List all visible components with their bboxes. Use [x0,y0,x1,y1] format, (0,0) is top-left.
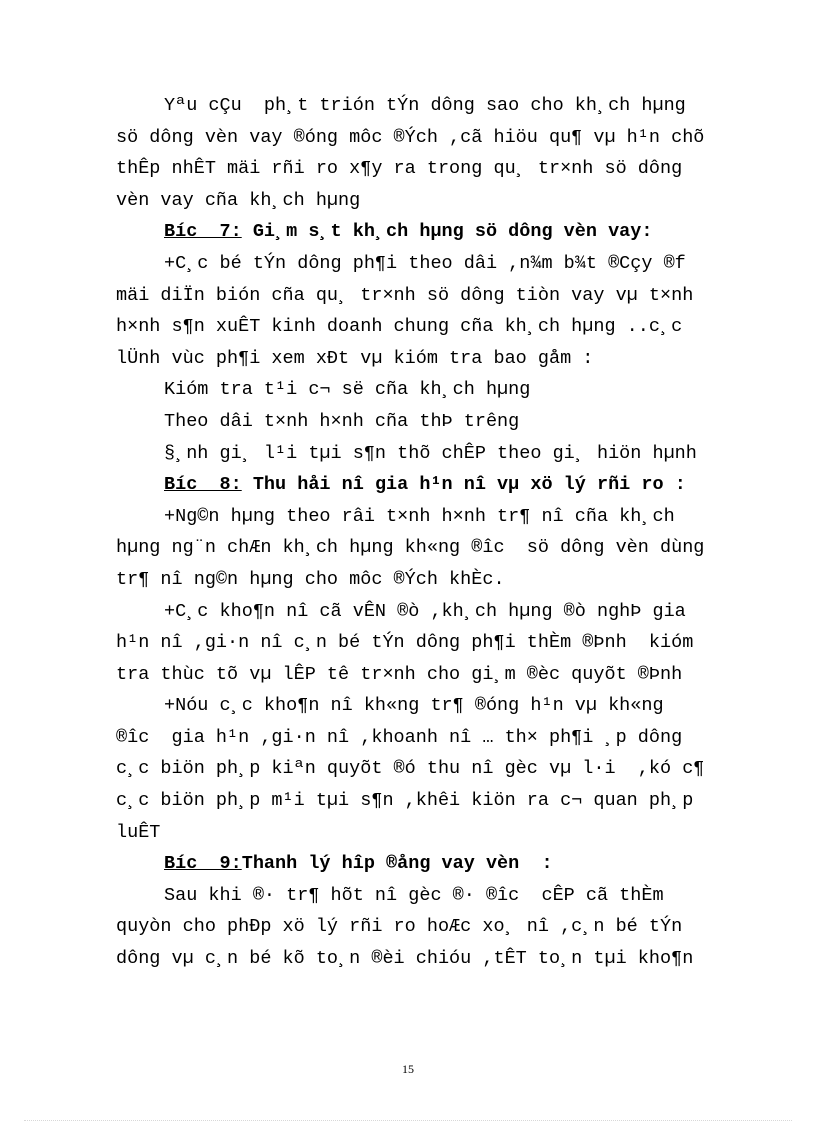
paragraph-line: tr¶ nî ng©n hµng cho môc ®Ých khÈc. [116,568,505,590]
paragraph-line: c¸c biön ph¸p m¹i tµi s¶n ,khêi kiön ra c¬ quan ph¸p [116,790,694,812]
step-9-heading [116,848,740,880]
list-item: Kióm tra t¹i c¬ së cña kh¸ch hµng [164,379,531,401]
paragraph-line: Yªu cÇu ph¸t trión tÝn dông sao cho kh¸ch hµng [164,95,686,116]
paragraph-line: tra thùc tõ vµ lÊP tê tr×nh cho gi¸m ®èc quyõt ®Þnh [116,663,683,685]
paragraph-line: mäi diÏn bión cña qu¸ tr×nh sö dông tiòn vay vµ t×nh [116,284,694,306]
paragraph-line: +Ng©n hµng theo râi t×nh h×nh tr¶ nî cña kh¸ch [164,505,675,527]
page-number: 15 [402,1062,414,1076]
paragraph-line: h×nh s¶n xuÊT kinh doanh chung cña kh¸ch hµng ..c¸c [116,316,683,338]
paragraph-line: thÊp nhÊT mäi rñi ro x¶y ra trong qu¸ tr×nh sö dông [116,158,683,180]
step-7-title: Gi¸m s¸t kh¸ch hµng sö dông vèn vay: [241,221,653,243]
step-8-title: Thu håi nî gia h¹n nî vµ xö lý rñi ro : [241,474,686,496]
paragraph-line: Sau khi ®· tr¶ hõt nî gèc ®· ®îc cÊP cã thÈm [164,884,664,906]
page-bottom-divider [24,1120,792,1121]
paragraph-line: quyòn cho phÐp xö lý rñi ro hoÆc xo¸ nî ,c¸n bé tÝn [116,916,683,938]
paragraph-line: ®îc gia h¹n ,gi·n nî ,khoanh nî … th× ph¶i ¸p dông [116,726,683,748]
paragraph-line: +Nóu c¸c kho¶n nî kh«ng tr¶ ®óng h¹n vµ kh«ng [164,695,664,717]
paragraph-line: h¹n nî ,gi·n nî c¸n bé tÝn dông ph¶i thÈm ®Þnh kióm [116,632,694,654]
step-9-label: Bíc 9: [164,853,242,875]
paragraph-line: vèn vay cña kh¸ch hµng [116,189,361,211]
step-7-heading [116,216,740,248]
step-9-title: Thanh lý hîp ®ång vay vèn : [241,853,553,875]
paragraph-line: lÜnh vùc ph¶i xem xÐt vµ kióm tra bao gåm : [116,347,594,369]
document-body [116,90,740,975]
paragraph-line: c¸c biön ph¸p kiªn quyõt ®ó thu nî gèc vµ l·i ,kó c¶ [116,758,705,780]
list-item: §¸nh gi¸ l¹i tµi s¶n thõ chÊP theo gi¸ hiön hµnh [164,442,697,464]
paragraph-line: +C¸c bé tÝn dông ph¶i theo dâi ,n¾m b¾t ®Cçy ®f [164,252,686,274]
paragraph-line: dông vµ c¸n bé kõ to¸n ®èi chióu ,tÊT to¸n tµi kho¶n [116,948,694,970]
paragraph-line: +C¸c kho¶n nî cã vÊN ®ò ,kh¸ch hµng ®ò nghÞ gia [164,600,686,622]
paragraph-line: luÊT [116,821,161,843]
step-8-label: Bíc 8: [164,474,242,496]
step-7-label: Bíc 7: [164,221,242,243]
list-item: Theo dâi t×nh h×nh cña thÞ trêng [164,410,520,432]
step-8-heading [116,469,740,501]
paragraph-line: hµng ng¨n chÆn kh¸ch hµng kh«ng ®îc sö dông vèn dùng [116,537,705,559]
paragraph-line: sö dông vèn vay ®óng môc ®Ých ,cã hiöu qu¶ vµ h¹n chõ [116,126,705,148]
